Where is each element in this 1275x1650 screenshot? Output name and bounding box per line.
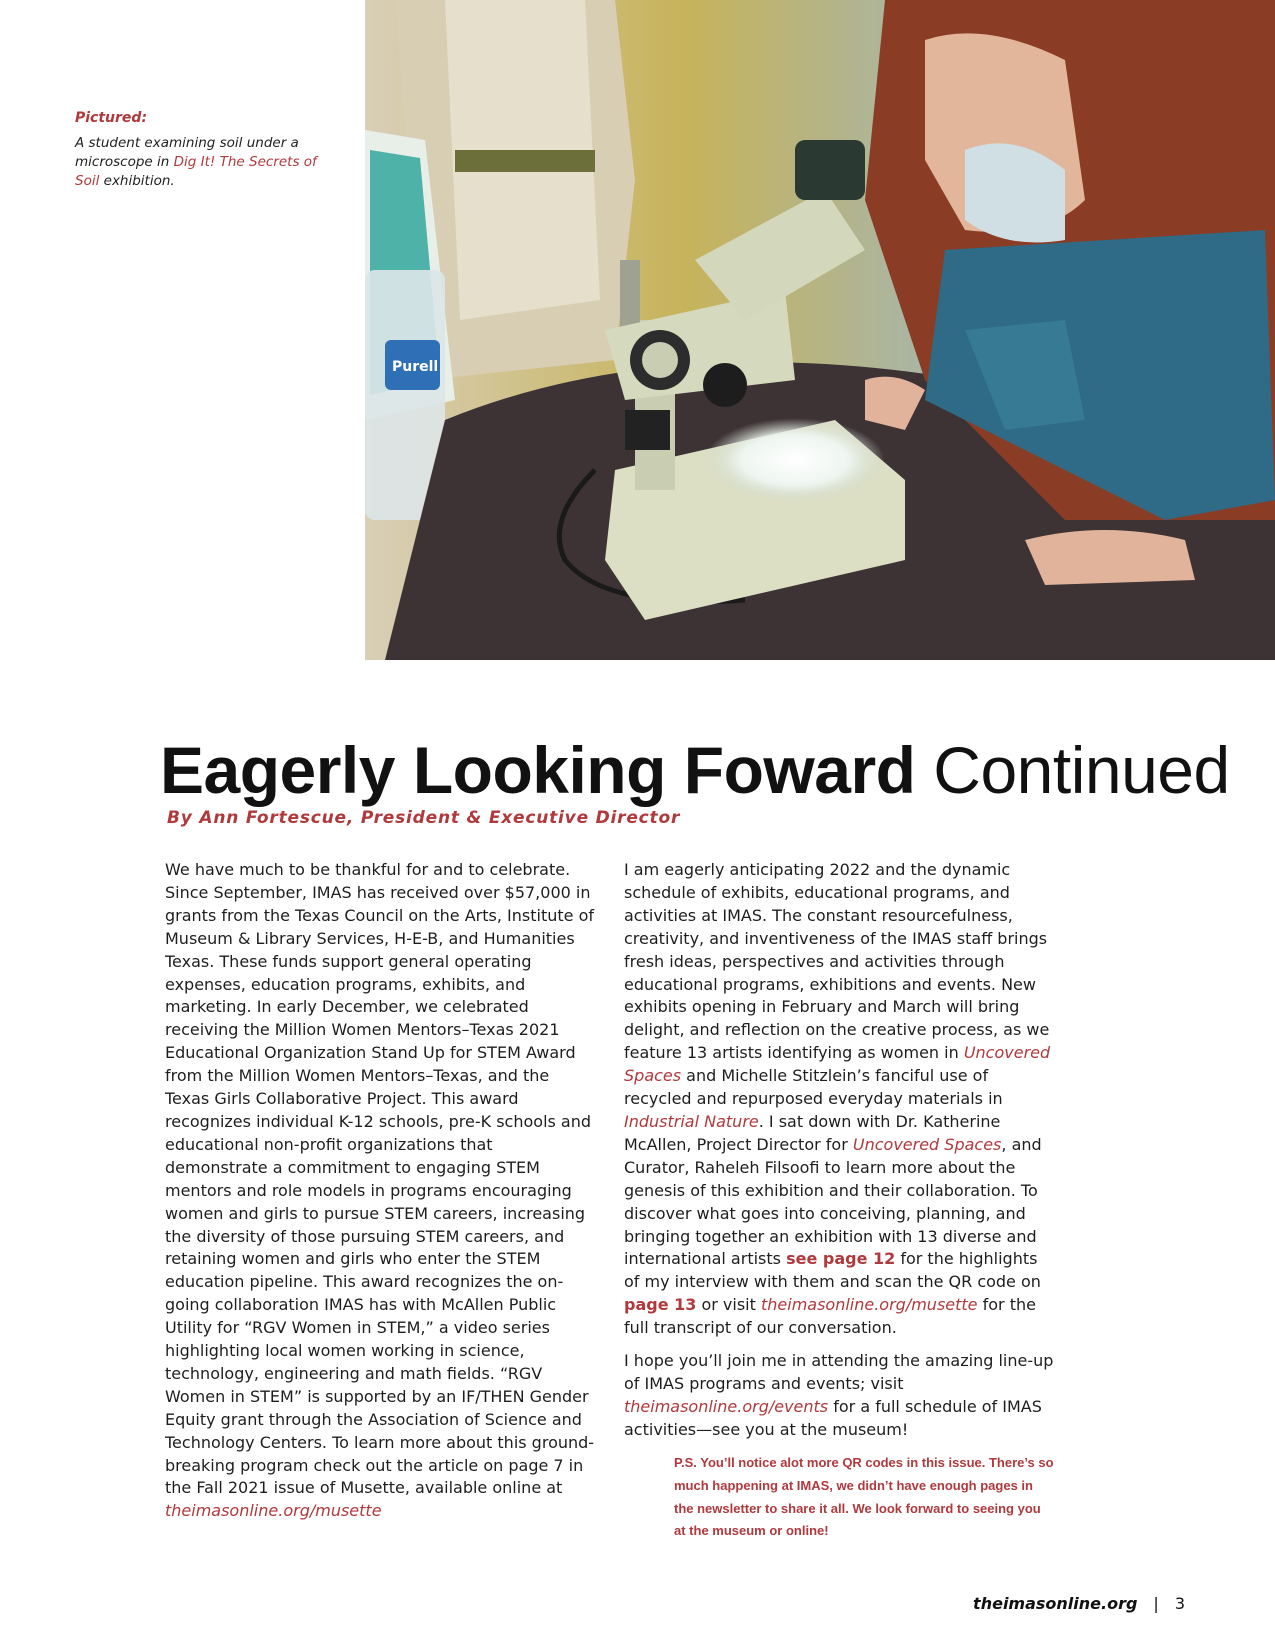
article-column-right [624,859,1054,1452]
musette-link-2[interactable]: theimasonline.org/musette [760,1295,978,1315]
photo-caption [75,110,340,191]
byline: By Ann Fortescue, President & Executive Director [167,808,681,828]
article-paragraph [624,859,1054,1340]
page-13-reference: page 13 [624,1295,697,1315]
events-link[interactable]: theimasonline.org/events [624,1396,829,1416]
right-p2-text-a: I hope you’ll join me in attending the amazing line-up of IMAS programs and events; visit [624,1351,1054,1393]
purell-label: Purell [392,359,439,375]
caption-exhibit-name: Dig It! The Secrets of Soil [75,154,317,189]
right-p1-text-a: I am eagerly anticipating 2022 and the dynamic schedule of exhibits, educational programs, and activities at IMAS. The constant resourcefulness, creativity, and inventiveness of the IMAS staff brings fresh ideas, perspectives and activities through educational programs, exhibitions and events. New exhibits opening in February and March will bring delight, and reflection on the creative process, as we feature 13 artists identifying as women in [624,860,1050,1063]
title-light: Continued [933,733,1230,807]
left-p1-text: We have much to be thankful for and to celebrate. Since September, IMAS has received over $57,000 in grants from the Texas Council on the Arts, Institute of Museum & Library Services, H-E-B, and Humanities Texas. These funds support general operating expenses, education programs, exhibits, and marketing. In early December, we celebrated receiving the Million Women Mentors–Texas 2021 Educational Organization Stand Up for STEM Award from the Million Women Mentors–Texas, and the Texas Girls Collaborative Project. This award recognizes individual K-12 schools, pre-K schools and educational non-profit organizations that demonstrate a commitment to engaging STEM mentors and role models in programs encouraging women and girls to pursue STEM careers, increasing the diversity of those pursuing STEM careers, and retaining women and girls who enter the STEM education pipeline. This award recognizes the on-going collaboration IMAS has with McAllen Public Utility for “RGV Women in STEM,” a video series highlighting local women working in science, technology, engineering and math fields. “RGV Women in STEM” is supported by an IF/THEN Gender Equity grant through the Association of Science and Technology Centers. To learn more about this ground-breaking program check out the article on page 7 in the Fall 2021 issue of Musette, available online at [165,860,595,1498]
right-p1-text-d: , and Curator, Raheleh Filsoofi to learn more about the genesis of this exhibition and their collaboration. To discover what goes into conceiving, planning, and bringing together an exhibition with 13 diverse and international artists [624,1134,1042,1269]
page-12-reference: see page 12 [786,1249,896,1269]
footer-separator: | [1153,1594,1159,1613]
article-paragraph [165,859,595,1523]
right-p2-text-b: for a full schedule of IMAS activities—see you at the museum! [624,1396,1042,1439]
postscript-note: P.S. You’ll notice alot more QR codes in this issue. There’s so much happening at IMAS, we didn’t have enough pages in the newsletter to share it all. We look forward to seeing you at the museum or online! [674,1455,1054,1539]
caption-text-after: exhibition. [99,173,175,189]
right-p1-text-g: for the full transcript of our conversation. [624,1295,1036,1338]
industrial-nature-link: Industrial Nature [624,1111,759,1131]
footer-site-link[interactable]: theimasonline.org [973,1594,1138,1613]
musette-link[interactable]: theimasonline.org/musette [165,1501,382,1521]
article-column-left [165,859,595,1533]
caption-text-before: A student examining soil under a microscope in [75,135,299,170]
caption-label: Pictured: [75,110,148,126]
uncovered-spaces-link-2: Uncovered Spaces [852,1134,1002,1154]
right-p1-text-e: for the highlights of my interview with them and scan the QR code on [624,1249,1041,1292]
uncovered-spaces-link: Uncovered Spaces [624,1043,1051,1086]
right-p1-text-f: or visit [696,1295,761,1315]
right-p1-text-b: and Michelle Stitzlein’s fanciful use of recycled and repurposed everyday materials in [624,1066,1003,1109]
page-footer [973,1594,1185,1613]
caption-text [75,134,340,191]
hero-photo [365,0,1275,660]
right-p1-text-c: . I sat down with Dr. Katherine McAllen, Project Director for [624,1111,1001,1154]
article-paragraph [624,1350,1054,1442]
title-bold: Eagerly Looking Foward [160,733,916,807]
page-title [160,730,1230,810]
page-number: 3 [1174,1594,1185,1613]
